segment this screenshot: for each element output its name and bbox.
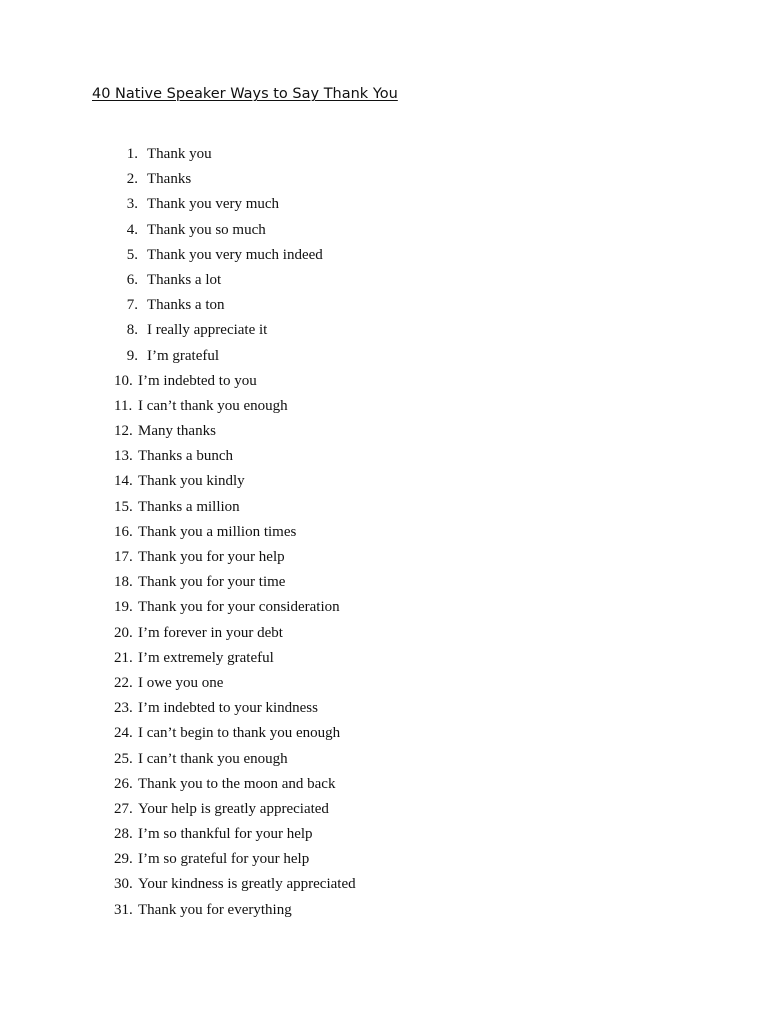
list-item [110,898,356,923]
list-item-number: 5. [126,246,138,263]
list-item [110,495,356,520]
list-item [110,847,356,872]
list-item-text: Thank you so much [147,221,266,238]
list-item-number: 22. [114,674,133,691]
list-item-text: Thanks [147,171,192,188]
list-item [110,293,356,318]
list-item-number: 30. [114,876,133,893]
list-item-text: Thank you for your consideration [138,599,340,616]
list-item [110,192,356,217]
list-item-text: Thanks a million [138,498,240,515]
list-item-text: Thank you for everything [138,901,292,918]
list-item-number: 12. [114,423,133,440]
list-item-text: Thank you a million times [138,523,297,540]
list-item [110,444,356,469]
list-item [110,268,356,293]
list-item-text: Thanks a lot [147,271,222,288]
list-item-text: Thank you very much indeed [147,246,323,263]
list-item-number: 17. [114,549,133,565]
list-item-text: I’m extremely grateful [138,649,274,666]
list-item-text: Your help is greatly appreciated [138,800,329,817]
list-item-text: I’m so thankful for your help [138,826,313,843]
list-item-text: I can’t begin to thank you enough [138,725,341,742]
list-item-number: 14. [114,473,133,490]
list-item-text: Your kindness is greatly appreciated [138,876,356,893]
list-item [110,797,356,822]
list-item-text: Thank you for your help [138,549,285,565]
list-item [110,520,356,545]
list-item [110,369,356,394]
list-item-number: 6. [126,271,138,288]
list-item [110,872,356,897]
list-item-text: Many thanks [138,423,216,440]
list-item [110,747,356,772]
list-item-number: 27. [114,800,133,817]
list-item [110,696,356,721]
list-item [110,344,356,369]
list-item [110,243,356,268]
list-item-text: I’m grateful [147,347,220,364]
list-item-text: I’m indebted to your kindness [138,700,318,717]
list-item-text: I really appreciate it [147,322,268,339]
list-item [110,621,356,646]
list-item-number: 7. [126,297,138,314]
list-item-text: I’m so grateful for your help [138,851,310,868]
list-item-number: 24. [114,725,133,742]
list-item-text: Thank you very much [147,196,280,213]
list-item-number: 13. [114,448,133,465]
list-item [110,218,356,243]
list-item-number: 19. [114,599,133,616]
list-item [110,167,356,192]
list-item-text: I owe you one [138,674,224,691]
list-item-text: I’m indebted to you [138,372,257,389]
list-item-number: 20. [114,624,133,641]
list-item-number: 4. [126,221,138,238]
list-item [110,419,356,444]
list-item-number: 9. [126,347,138,364]
list-item-text: Thanks a ton [147,297,225,314]
list-item-number: 8. [126,322,138,339]
list-item-text: I’m forever in your debt [138,624,283,641]
list-item-text: Thanks a bunch [138,448,233,465]
phrase-list [110,142,356,923]
list-item-number: 3. [126,196,138,213]
list-item [110,822,356,847]
document-title: 40 Native Speaker Ways to Say Thank You [92,86,398,102]
list-item-text: Thank you to the moon and back [138,775,336,792]
list-item-number: 15. [114,498,133,515]
list-item-number: 2. [126,171,138,188]
list-item [110,570,356,595]
list-item-text: I can’t thank you enough [138,750,288,767]
list-item-number: 23. [114,700,133,717]
list-item-number: 25. [114,750,133,767]
list-item [110,545,356,570]
list-item-number: 16. [114,523,133,540]
list-item-number: 28. [114,826,133,843]
list-item [110,772,356,797]
list-item-number: 10. [114,372,133,389]
list-item-text: Thank you kindly [138,473,245,490]
list-item [110,318,356,343]
list-item-number: 1. [126,146,138,162]
list-item-number: 18. [114,574,133,591]
list-item [110,469,356,494]
list-item-number: 29. [114,851,133,868]
list-item-text: Thank you for your time [138,574,286,591]
list-item-number: 11. [114,397,133,414]
list-item [110,646,356,671]
list-item-number: 21. [114,649,133,666]
list-item-number: 31. [114,901,133,918]
list-item [110,394,356,419]
list-item-text: I can’t thank you enough [138,397,288,414]
list-item [110,595,356,620]
list-item-number: 26. [114,775,133,792]
list-item [110,671,356,696]
list-item [110,721,356,746]
list-item-text: Thank you [147,146,212,162]
list-item [110,142,356,167]
